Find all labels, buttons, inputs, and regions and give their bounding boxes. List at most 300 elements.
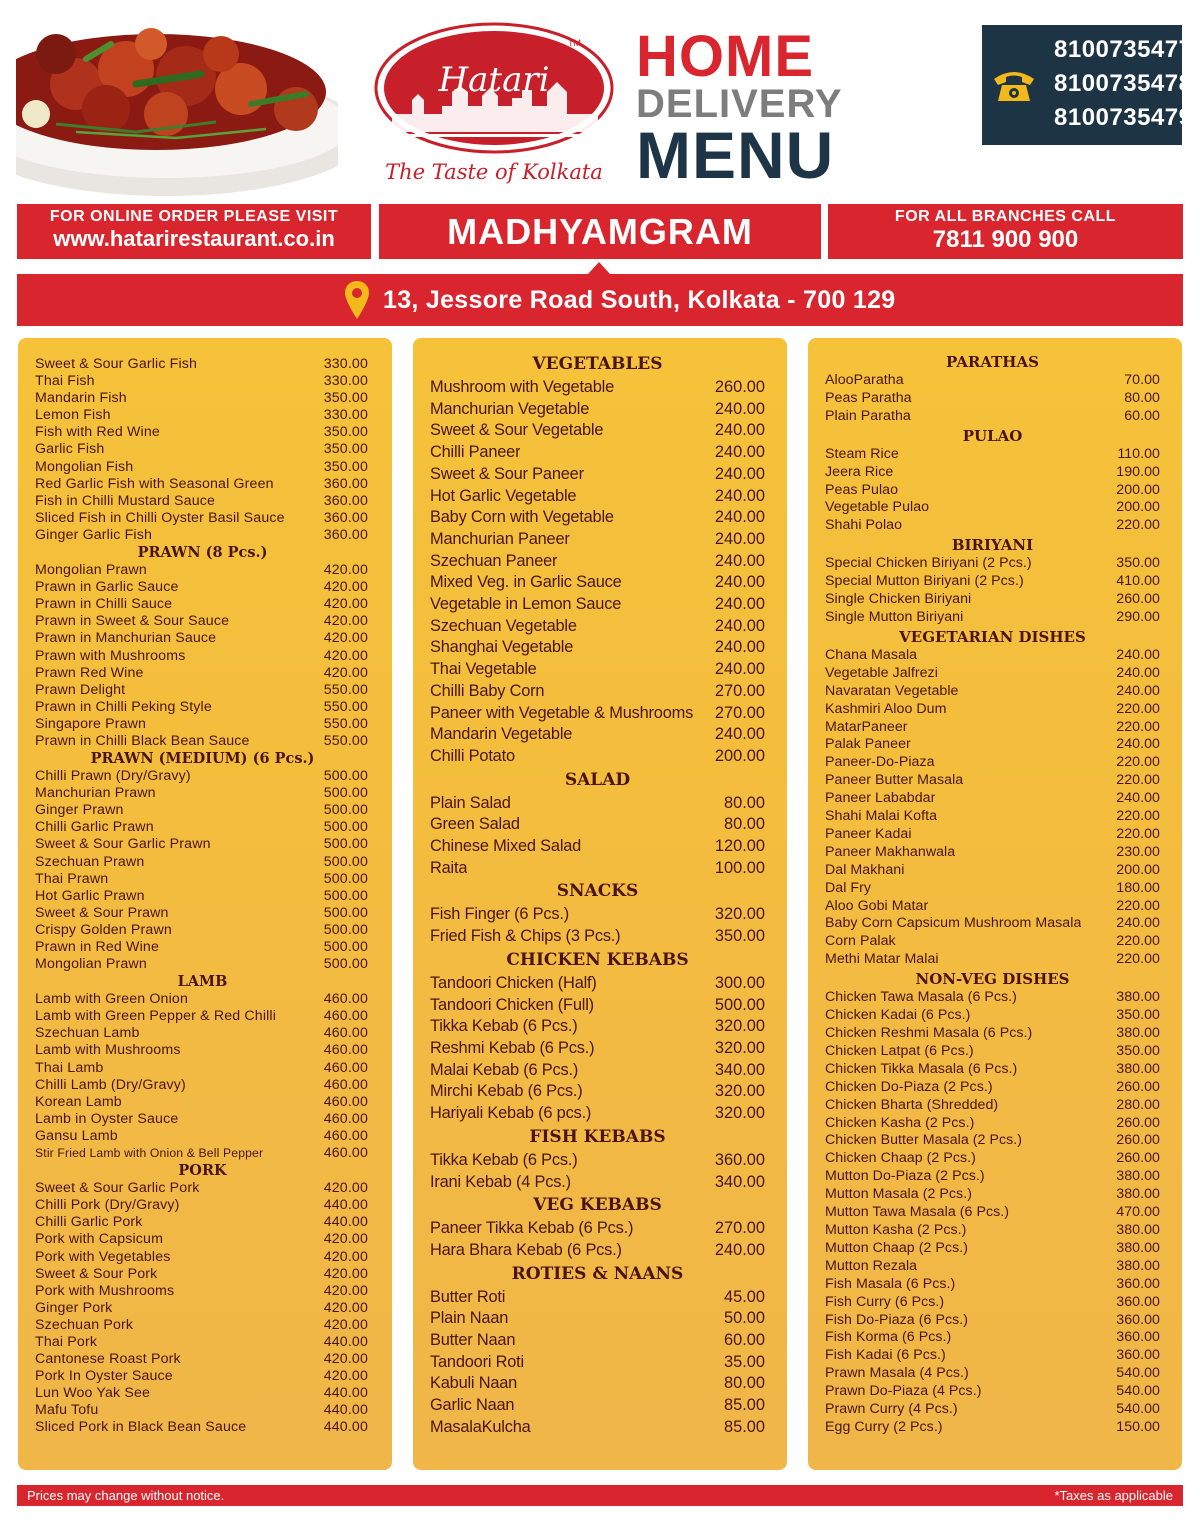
menu-item-name: Fish Curry (6 Pcs.) xyxy=(825,1293,945,1310)
menu-item xyxy=(430,529,765,551)
menu-item xyxy=(35,1214,370,1231)
menu-item-name: Sweet & Sour Garlic Pork xyxy=(35,1180,200,1197)
menu-item xyxy=(430,551,765,573)
menu-item-price: 420.00 xyxy=(323,1248,368,1265)
branch-name: MADHYAMGRAM xyxy=(379,204,821,259)
menu-item-price: 240.00 xyxy=(714,660,765,679)
menu-item xyxy=(35,510,370,527)
menu-item-name: Fish Do-Piaza (6 Pcs.) xyxy=(825,1311,969,1328)
menu-item-name: Mutton Kasha (2 Pcs.) xyxy=(825,1221,967,1238)
menu-item-name: Fish Korma (6 Pcs.) xyxy=(825,1329,952,1346)
menu-item-name: Plain Salad xyxy=(430,793,511,812)
menu-item-price: 260.00 xyxy=(1116,1078,1160,1095)
menu-item-name: Baby Corn with Vegetable xyxy=(430,508,614,527)
menu-item-price: 420.00 xyxy=(323,1368,368,1385)
menu-item-price: 320.00 xyxy=(714,1082,765,1101)
menu-item-name: Mongolian Prawn xyxy=(35,956,147,973)
menu-item xyxy=(35,373,370,390)
menu-item xyxy=(35,682,370,699)
menu-item xyxy=(825,555,1160,573)
menu-item xyxy=(35,785,370,802)
menu-item-name: Szechuan Lamb xyxy=(35,1025,140,1042)
menu-item-name: Paneer-Do-Piaza xyxy=(825,754,935,771)
menu-item-name: Fish Masala (6 Pcs.) xyxy=(825,1275,956,1292)
menu-item-name: Lun Woo Yak See xyxy=(35,1385,151,1402)
menu-item-price: 420.00 xyxy=(323,596,368,613)
menu-item-name: Manchurian Vegetable xyxy=(430,399,590,418)
menu-item-name: Baby Corn Capsicum Mushroom Masala xyxy=(825,915,1082,932)
menu-item-name: Singapore Prawn xyxy=(35,715,147,732)
menu-item-name: Green Salad xyxy=(430,815,520,834)
footer-bar xyxy=(17,1485,1183,1506)
menu-item xyxy=(430,486,765,508)
menu-item-price: 330.00 xyxy=(323,407,368,424)
menu-item-price: 260.00 xyxy=(1116,1150,1160,1167)
menu-item xyxy=(825,1222,1160,1240)
menu-item-name: Chinese Mixed Salad xyxy=(430,837,582,856)
menu-item-price: 350.00 xyxy=(323,424,368,441)
menu-item-name: Chilli Pork (Dry/Gravy) xyxy=(35,1197,180,1214)
menu-item-name: Prawn Do-Piaza (4 Pcs.) xyxy=(825,1383,982,1400)
menu-item-price: 360.00 xyxy=(1116,1293,1160,1310)
menu-item-name: Mutton Chaap (2 Pcs.) xyxy=(825,1239,968,1256)
menu-item xyxy=(430,659,765,681)
menu-item xyxy=(35,1111,370,1128)
phone-number[interactable]: 8100735478 xyxy=(1054,70,1193,97)
menu-item-price: 340.00 xyxy=(714,1060,765,1079)
menu-item-name: Pork with Capsicum xyxy=(35,1231,164,1248)
phone-number[interactable]: 8100735479 xyxy=(1054,104,1193,131)
menu-item-name: AlooParatha xyxy=(825,372,904,388)
menu-item xyxy=(430,377,765,399)
menu-item-name: Chicken Kasha (2 Pcs.) xyxy=(825,1114,975,1131)
menu-item xyxy=(35,1025,370,1042)
menu-item-name: Chicken Latpat (6 Pcs.) xyxy=(825,1042,974,1059)
menu-item-name: Egg Curry (2 Pcs.) xyxy=(825,1418,943,1435)
menu-item xyxy=(35,1249,370,1266)
section-heading: ROTIES & NAANS xyxy=(511,1263,684,1284)
menu-item-name: Mutton Rezala xyxy=(825,1257,918,1274)
menu-item xyxy=(430,507,765,529)
menu-item xyxy=(430,1060,765,1082)
menu-column-2 xyxy=(413,338,787,1470)
menu-item-price: 380.00 xyxy=(1116,1257,1160,1274)
food-photo xyxy=(16,14,338,198)
menu-item-price: 35.00 xyxy=(723,1352,765,1371)
menu-item-name: Szechuan Pork xyxy=(35,1316,134,1333)
menu-item-name: Paneer Makhanwala xyxy=(825,843,956,860)
menu-item-price: 300.00 xyxy=(714,973,765,992)
menu-item xyxy=(430,442,765,464)
menu-item xyxy=(430,973,765,995)
menu-item-name: Butter Roti xyxy=(430,1287,506,1306)
menu-item xyxy=(825,372,1160,390)
menu-item-name: Peas Paratha xyxy=(825,389,912,406)
menu-item-name: Tandoori Chicken (Full) xyxy=(430,995,594,1014)
menu-item-price: 460.00 xyxy=(323,1127,368,1144)
menu-item xyxy=(35,1368,370,1385)
phone-box xyxy=(982,25,1193,145)
menu-item-price: 220.00 xyxy=(1116,754,1160,771)
menu-item xyxy=(35,1145,370,1162)
menu-item-price: 380.00 xyxy=(1116,1060,1160,1077)
menu-item-price: 240.00 xyxy=(714,616,765,635)
menu-item-name: Kabuli Naan xyxy=(430,1374,518,1393)
menu-item-name: Ginger Garlic Fish xyxy=(35,526,153,543)
menu-item-price: 360.00 xyxy=(1116,1347,1160,1364)
menu-item xyxy=(35,630,370,647)
menu-item xyxy=(35,699,370,716)
menu-item-price: 330.00 xyxy=(323,373,368,390)
menu-item-price: 420.00 xyxy=(323,1351,368,1368)
menu-item-price: 240.00 xyxy=(714,551,765,570)
menu-item xyxy=(825,1329,1160,1347)
menu-item xyxy=(35,819,370,836)
menu-item-name: Shanghai Vegetable xyxy=(430,638,574,657)
menu-item-name: Chicken Kadai (6 Pcs.) xyxy=(825,1007,971,1024)
menu-item-name: Prawn with Mushrooms xyxy=(35,647,186,664)
menu-item-name: Stir Fried Lamb with Onion & Bell Pepper xyxy=(35,1146,264,1161)
menu-item xyxy=(35,665,370,682)
menu-item xyxy=(35,939,370,956)
menu-item-name: Prawn in Chilli Sauce xyxy=(35,596,173,613)
menu-item-name: Ginger Prawn xyxy=(35,802,124,819)
menu-item-price: 290.00 xyxy=(1116,608,1160,625)
menu-item xyxy=(35,459,370,476)
menu-item xyxy=(430,904,765,926)
menu-item-price: 500.00 xyxy=(323,887,368,904)
menu-item xyxy=(825,754,1160,772)
menu-item xyxy=(825,665,1160,683)
phone-number[interactable]: 8100735477 xyxy=(1054,36,1193,63)
menu-item-name: Sweet & Sour Pork xyxy=(35,1265,158,1282)
menu-item-price: 500.00 xyxy=(323,853,368,870)
menu-item xyxy=(35,1351,370,1368)
menu-item-price: 80.00 xyxy=(723,815,765,834)
menu-item-name: Lemon Fish xyxy=(35,407,111,424)
menu-item xyxy=(35,1283,370,1300)
menu-item xyxy=(825,1097,1160,1115)
price-notice: Prices may change without notice. xyxy=(27,1488,225,1503)
menu-item-name: Manchurian Paneer xyxy=(430,529,570,548)
menu-item-price: 420.00 xyxy=(323,1282,368,1299)
menu-item-name: Prawn in Garlic Sauce xyxy=(35,579,179,596)
menu-item xyxy=(35,1094,370,1111)
tax-notice: *Taxes as applicable xyxy=(1054,1488,1173,1503)
menu-item-name: Irani Kebab (4 Pcs.) xyxy=(430,1172,571,1191)
menu-item xyxy=(825,517,1160,535)
menu-item-price: 420.00 xyxy=(323,647,368,664)
title-home: HOME xyxy=(636,24,814,89)
menu-item-price: 380.00 xyxy=(1116,1221,1160,1238)
menu-item-name: Tandoori Chicken (Half) xyxy=(430,973,597,992)
menu-item-price: 380.00 xyxy=(1116,1186,1160,1203)
menu-item-price: 440.00 xyxy=(323,1385,368,1402)
menu-item-price: 80.00 xyxy=(723,793,765,812)
menu-item xyxy=(35,648,370,665)
menu-item xyxy=(825,573,1160,591)
menu-item-price: 500.00 xyxy=(323,921,368,938)
menu-item xyxy=(825,1294,1160,1312)
menu-item-name: Mandarin Fish xyxy=(35,390,127,407)
menu-item-name: Paneer Butter Masala xyxy=(825,772,964,789)
menu-item xyxy=(825,701,1160,719)
menu-item xyxy=(35,493,370,510)
menu-item xyxy=(35,1300,370,1317)
menu-item-price: 460.00 xyxy=(323,1042,368,1059)
menu-item-price: 420.00 xyxy=(323,1231,368,1248)
menu-item-name: Chicken Reshmi Masala (6 Pcs.) xyxy=(825,1025,1033,1041)
website-link[interactable]: www.hatarirestaurant.co.in xyxy=(53,226,335,251)
menu-item-price: 440.00 xyxy=(323,1333,368,1350)
menu-item-price: 320.00 xyxy=(714,1017,765,1036)
menu-item-price: 360.00 xyxy=(1116,1275,1160,1292)
menu-item-name: Jeera Rice xyxy=(825,463,894,480)
menu-item-name: Mafu Tofu xyxy=(35,1402,99,1419)
menu-item xyxy=(35,1419,370,1436)
menu-item-price: 420.00 xyxy=(323,1316,368,1333)
menu-item-price: 350.00 xyxy=(1116,555,1160,572)
menu-item-price: 540.00 xyxy=(1116,1383,1160,1400)
menu-item-name: Special Chicken Biriyani (2 Pcs.) xyxy=(825,555,1032,572)
menu-item-price: 460.00 xyxy=(323,1059,368,1076)
menu-item-price: 200.00 xyxy=(1116,861,1160,878)
menu-item xyxy=(35,871,370,888)
menu-item-name: Manchurian Prawn xyxy=(35,785,156,802)
branches-call-banner xyxy=(828,204,1183,259)
menu-item-name: Cantonese Roast Pork xyxy=(35,1351,181,1368)
menu-item-price: 440.00 xyxy=(323,1214,368,1231)
menu-item-name: Malai Kebab (6 Pcs.) xyxy=(430,1060,579,1079)
menu-item xyxy=(825,1383,1160,1401)
menu-item xyxy=(825,1007,1160,1025)
menu-item-name: Chilli Garlic Prawn xyxy=(35,819,154,836)
menu-item-price: 500.00 xyxy=(323,802,368,819)
menu-item-name: Prawn in Sweet & Sour Sauce xyxy=(35,613,230,630)
menu-item xyxy=(35,922,370,939)
menu-item-name: Fish in Chilli Mustard Sauce xyxy=(35,492,216,509)
menu-item xyxy=(35,905,370,922)
menu-item xyxy=(825,1025,1160,1043)
menu-item-name: Sliced Fish in Chilli Oyster Basil Sauce xyxy=(35,509,285,526)
menu-item-price: 420.00 xyxy=(323,1180,368,1197)
menu-item-price: 380.00 xyxy=(1116,989,1160,1006)
menu-item-name: Hariyali Kebab (6 pcs.) xyxy=(430,1104,592,1123)
menu-item-name: Corn Palak xyxy=(825,933,896,950)
menu-item-name: Chilli Prawn (Dry/Gravy) xyxy=(35,768,191,785)
menu-item xyxy=(35,1385,370,1402)
menu-item-price: 220.00 xyxy=(1116,772,1160,789)
menu-item-name: Prawn Delight xyxy=(35,681,126,698)
menu-item-price: 260.00 xyxy=(1116,1114,1160,1131)
menu-item xyxy=(35,733,370,750)
menu-item xyxy=(825,989,1160,1007)
menu-item-name: Crispy Golden Prawn xyxy=(35,921,172,938)
menu-item xyxy=(430,420,765,442)
menu-item xyxy=(825,499,1160,517)
menu-item xyxy=(430,814,765,836)
menu-item-name: Chilli Garlic Pork xyxy=(35,1214,143,1231)
menu-item xyxy=(35,991,370,1008)
menu-item xyxy=(430,1395,765,1417)
menu-item xyxy=(430,464,765,486)
menu-item-name: Red Garlic Fish with Seasonal Green xyxy=(35,475,274,492)
menu-item-name: Raita xyxy=(430,858,468,877)
menu-item-name: Mirchi Kebab (6 Pcs.) xyxy=(430,1082,583,1101)
menu-item xyxy=(430,1081,765,1103)
menu-item-price: 320.00 xyxy=(714,1104,765,1123)
section-heading: PRAWN (8 Pcs.) xyxy=(137,544,268,562)
menu-item-name: Garlic Naan xyxy=(430,1396,515,1415)
menu-item-price: 320.00 xyxy=(714,905,765,924)
menu-item-name: Vegetable in Lemon Sauce xyxy=(430,595,622,614)
menu-column-3 xyxy=(808,338,1182,1470)
menu-item xyxy=(825,719,1160,737)
menu-item-price: 220.00 xyxy=(1116,718,1160,735)
menu-item-name: Mutton Tawa Masala (6 Pcs.) xyxy=(825,1204,1010,1221)
menu-item-price: 440.00 xyxy=(323,1419,368,1436)
menu-item xyxy=(35,476,370,493)
menu-item-price: 240.00 xyxy=(714,1240,765,1259)
menu-item-price: 220.00 xyxy=(1116,808,1160,825)
menu-item xyxy=(825,844,1160,862)
address-pointer xyxy=(588,262,610,274)
menu-item xyxy=(825,1401,1160,1419)
menu-item xyxy=(825,1365,1160,1383)
menu-item-name: Aloo Gobi Matar xyxy=(825,897,929,914)
menu-item-price: 200.00 xyxy=(714,746,765,765)
menu-item-name: MatarPaneer xyxy=(825,718,908,735)
section-heading: PRAWN (MEDIUM) (6 Pcs.) xyxy=(90,750,315,768)
section-heading: LAMB xyxy=(177,973,228,991)
menu-item-name: Sliced Pork in Black Bean Sauce xyxy=(35,1419,247,1436)
menu-item xyxy=(35,1077,370,1094)
menu-item-price: 360.00 xyxy=(323,526,368,543)
menu-item-price: 500.00 xyxy=(323,785,368,802)
menu-item-price: 380.00 xyxy=(1116,1025,1160,1041)
menu-item xyxy=(825,862,1160,880)
menu-item-price: 220.00 xyxy=(1116,951,1160,968)
menu-item-price: 190.00 xyxy=(1116,463,1160,480)
menu-item-price: 50.00 xyxy=(723,1309,765,1328)
address-text: 13, Jessore Road South, Kolkata - 700 129 xyxy=(383,285,896,314)
menu-item xyxy=(430,1240,765,1262)
menu-item xyxy=(35,1402,370,1419)
menu-item-name: Shahi Polao xyxy=(825,517,903,534)
menu-item-price: 220.00 xyxy=(1116,700,1160,717)
home-delivery-menu-title xyxy=(636,24,843,192)
section-heading: VEG KEBABS xyxy=(533,1195,662,1216)
menu-item-name: Pork with Mushrooms xyxy=(35,1282,175,1299)
menu-item-name: Fish Kadai (6 Pcs.) xyxy=(825,1347,946,1364)
menu-item-name: Chicken Tikka Masala (6 Pcs.) xyxy=(825,1060,1018,1077)
menu-item-name: Sweet & Sour Vegetable xyxy=(430,421,604,440)
menu-item xyxy=(430,1016,765,1038)
menu-item-name: Navaratan Vegetable xyxy=(825,682,959,699)
menu-item-name: Fish with Red Wine xyxy=(35,424,160,441)
menu-item xyxy=(35,1266,370,1283)
menu-item xyxy=(35,1128,370,1145)
menu-item-price: 240.00 xyxy=(1116,736,1160,753)
menu-item-price: 180.00 xyxy=(1116,879,1160,896)
menu-item-name: Lamb with Mushrooms xyxy=(35,1042,181,1059)
menu-item-name: Sweet & Sour Garlic Prawn xyxy=(35,836,211,853)
menu-item xyxy=(430,1373,765,1395)
menu-item-name: Reshmi Kebab (6 Pcs.) xyxy=(430,1038,595,1057)
branches-call-number[interactable]: 7811 900 900 xyxy=(932,226,1079,253)
menu-item xyxy=(825,1168,1160,1186)
menu-item-name: Prawn in Chilli Peking Style xyxy=(35,698,212,715)
menu-item xyxy=(825,1079,1160,1097)
menu-item-price: 540.00 xyxy=(1116,1401,1160,1418)
menu-item-name: Chana Masala xyxy=(825,646,918,663)
section-heading: PULAO xyxy=(962,426,1023,445)
menu-item xyxy=(825,390,1160,408)
menu-item xyxy=(825,1419,1160,1437)
menu-item-name: Mandarin Vegetable xyxy=(430,725,573,744)
menu-item xyxy=(35,1180,370,1197)
menu-item-price: 240.00 xyxy=(714,638,765,657)
menu-item-price: 410.00 xyxy=(1116,573,1160,590)
menu-item-price: 500.00 xyxy=(323,956,368,973)
menu-item xyxy=(35,1042,370,1059)
menu-item xyxy=(825,933,1160,951)
menu-item xyxy=(35,956,370,973)
menu-item-price: 440.00 xyxy=(323,1402,368,1419)
menu-item-price: 550.00 xyxy=(323,715,368,732)
menu-item-price: 240.00 xyxy=(1116,915,1160,932)
menu-item-name: Hot Garlic Vegetable xyxy=(430,486,577,505)
menu-item xyxy=(35,768,370,785)
menu-item-name: Fried Fish & Chips (3 Pcs.) xyxy=(430,927,621,946)
menu-item-name: Garlic Fish xyxy=(35,441,105,458)
menu-item-price: 220.00 xyxy=(1116,517,1160,534)
menu-item xyxy=(825,826,1160,844)
menu-item xyxy=(35,441,370,458)
address-bar xyxy=(17,274,1183,326)
menu-item-name: Sweet & Sour Prawn xyxy=(35,904,169,921)
title-menu: MENU xyxy=(636,118,835,192)
section-heading: FISH KEBABS xyxy=(529,1126,666,1147)
menu-item xyxy=(430,1150,765,1172)
menu-item-price: 440.00 xyxy=(323,1197,368,1214)
menu-item xyxy=(35,1317,370,1334)
menu-item-price: 550.00 xyxy=(323,681,368,698)
menu-item-name: Sweet & Sour Paneer xyxy=(430,464,584,483)
menu-item xyxy=(825,1186,1160,1204)
menu-item-name: Shahi Malai Kofta xyxy=(825,808,938,825)
menu-item-name: Tikka Kebab (6 Pcs.) xyxy=(430,1150,578,1169)
menu-item-price: 460.00 xyxy=(323,991,368,1008)
menu-item xyxy=(35,356,370,373)
menu-item-price: 460.00 xyxy=(323,1110,368,1127)
menu-item xyxy=(825,898,1160,916)
menu-item-price: 350.00 xyxy=(714,927,765,946)
menu-item-name: Thai Fish xyxy=(35,373,95,390)
menu-item-name: Methi Matar Malai xyxy=(825,951,939,968)
menu-item-price: 420.00 xyxy=(323,1265,368,1282)
menu-item-name: Fish Finger (6 Pcs.) xyxy=(430,905,569,924)
menu-item-price: 460.00 xyxy=(323,1145,368,1162)
menu-item-name: Special Mutton Biriyani (2 Pcs.) xyxy=(825,573,1024,590)
menu-item xyxy=(430,724,765,746)
menu-item-name: Paneer Lababdar xyxy=(825,790,936,807)
phone-numbers xyxy=(1054,33,1192,135)
menu-item-price: 420.00 xyxy=(323,630,368,647)
title-delivery: DELIVERY xyxy=(636,82,843,126)
menu-item xyxy=(825,591,1160,609)
menu-item-name: Pork In Oyster Sauce xyxy=(35,1368,173,1385)
